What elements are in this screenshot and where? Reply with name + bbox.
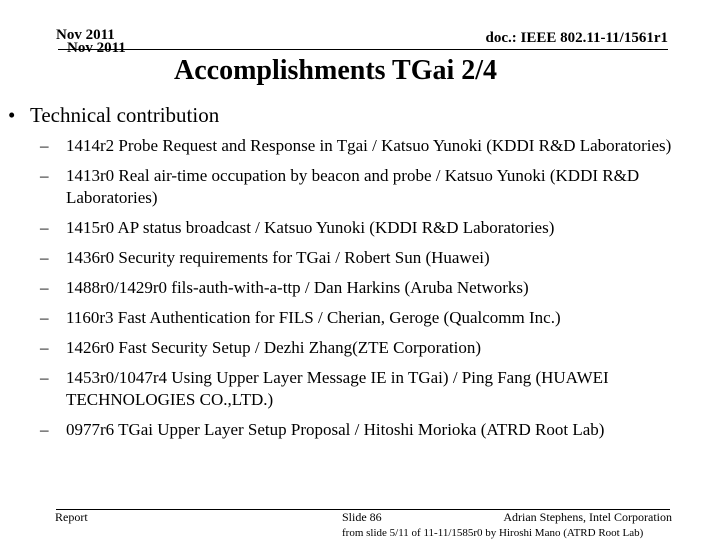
list-item <box>40 307 710 329</box>
list-item-text: 0977r6 TGai Upper Layer Setup Proposal / Hitoshi Morioka (ATRD Root Lab) <box>66 420 605 439</box>
dash-marker: – <box>40 368 49 387</box>
list-item <box>40 367 710 411</box>
list-item <box>40 135 710 157</box>
list-item <box>40 165 710 209</box>
slide-title: Accomplishments TGai 2/4 <box>174 55 498 86</box>
list-item <box>40 337 710 359</box>
list-item-text: 1436r0 Security requirements for TGai / Robert Sun (Huawei) <box>66 248 490 267</box>
list-item <box>40 217 710 239</box>
list-item-text: 1488r0/1429r0 fils-auth-with-a-ttp / Dan Harkins (Aruba Networks) <box>66 278 529 297</box>
contribution-list <box>40 135 710 449</box>
list-item-text: 1453r0/1047r4 Using Upper Layer Message IE in TGai) / Ping Fang (HUAWEI TECHNOLOGIES CO.,LTD.) <box>66 368 609 409</box>
footer-author: Adrian Stephens, Intel Corporation <box>503 510 672 524</box>
dash-marker: – <box>40 248 49 267</box>
header-rule <box>58 49 668 50</box>
list-item-text: 1426r0 Fast Security Setup / Dezhi Zhang(ZTE Corporation) <box>66 338 481 357</box>
list-item <box>40 419 710 441</box>
footer-report: Report <box>55 510 88 524</box>
list-item <box>40 277 710 299</box>
header-date: Nov 2011 <box>56 27 115 43</box>
dash-marker: – <box>40 308 49 327</box>
footer-slide-number: Slide 86 <box>342 510 382 524</box>
main-bullet-text: Technical contribution <box>30 103 220 127</box>
list-item-text: 1414r2 Probe Request and Response in Tgai / Katsuo Yunoki (KDDI R&D Laboratories) <box>66 136 672 155</box>
list-item-text: 1160r3 Fast Authentication for FILS / Cherian, Geroge (Qualcomm Inc.) <box>66 308 561 327</box>
list-item <box>40 247 710 269</box>
document-id: doc.: IEEE 802.11-11/1561r1 <box>485 30 668 46</box>
header-date-overlay: Nov 2011 <box>67 40 126 56</box>
dash-marker: – <box>40 166 49 185</box>
main-bullet <box>8 103 219 128</box>
footer-source: from slide 5/11 of 11-11/1585r0 by Hiroshi Mano (ATRD Root Lab) <box>342 527 644 539</box>
dash-marker: – <box>40 136 49 155</box>
dash-marker: – <box>40 420 49 439</box>
bullet-marker: • <box>8 103 16 127</box>
list-item-text: 1415r0 AP status broadcast / Katsuo Yunoki (KDDI R&D Laboratories) <box>66 218 555 237</box>
dash-marker: – <box>40 278 49 297</box>
list-item-text: 1413r0 Real air-time occupation by beacon and probe / Katsuo Yunoki (KDDI R&D Laboratories) <box>66 166 640 207</box>
dash-marker: – <box>40 218 49 237</box>
dash-marker: – <box>40 338 49 357</box>
